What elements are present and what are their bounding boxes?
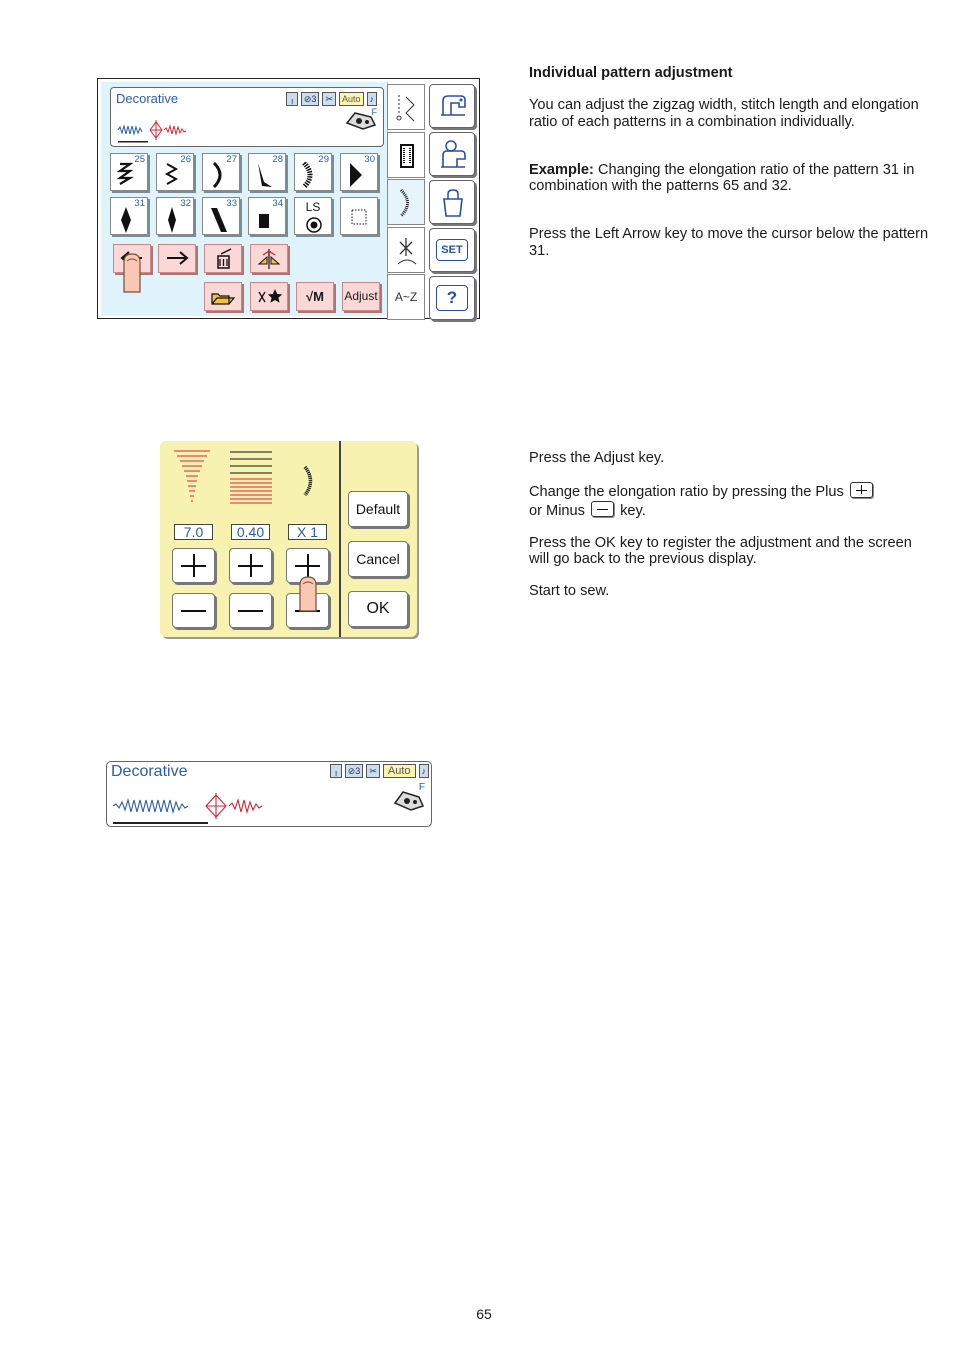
sewing-machine-icon bbox=[437, 91, 469, 121]
step-ok: Press the OK key to register the adjustment and the screen will go back to the previous display. bbox=[529, 534, 912, 568]
width-minus-button[interactable] bbox=[172, 593, 215, 628]
pattern-26-icon bbox=[162, 162, 182, 186]
pointing-finger-icon bbox=[120, 252, 144, 294]
tab-decorative[interactable] bbox=[387, 179, 425, 225]
presser-foot-icon bbox=[393, 788, 425, 812]
default-button[interactable]: Default bbox=[348, 491, 408, 527]
status-icons bbox=[286, 92, 377, 106]
tab-buttonhole[interactable] bbox=[387, 132, 425, 178]
locking-stitch-key[interactable]: LS bbox=[294, 197, 332, 235]
help-label: ? bbox=[436, 285, 468, 311]
pattern-key-34[interactable]: 34 bbox=[248, 197, 286, 235]
decorative-stitch-icon bbox=[394, 186, 420, 220]
zigzag-width-icon bbox=[172, 449, 212, 507]
stitch-length-icon bbox=[229, 449, 273, 507]
mirror-key[interactable] bbox=[250, 244, 288, 273]
machine-setting-icon bbox=[437, 139, 469, 171]
elongation-icon bbox=[300, 465, 320, 497]
twin-needle-icon: ⊘3 bbox=[345, 764, 364, 778]
open-file-key[interactable] bbox=[204, 282, 242, 311]
pattern-key-30[interactable]: 30 bbox=[340, 153, 378, 191]
instructions-bottom bbox=[529, 450, 929, 600]
section-heading: Individual pattern adjustment bbox=[529, 65, 733, 81]
step-left-arrow: Press the Left Arrow key to move the cursor below the pattern 31. bbox=[529, 226, 929, 259]
length-minus-button[interactable] bbox=[229, 593, 272, 628]
minus-icon bbox=[238, 610, 263, 612]
auto-lock-indicator: Auto bbox=[339, 92, 364, 106]
needle-icon: ╷ bbox=[330, 764, 341, 778]
machine-settings-key[interactable] bbox=[429, 132, 475, 176]
stitch-preview bbox=[111, 790, 281, 826]
pattern-28-icon bbox=[254, 162, 276, 188]
memory-check-key[interactable]: √M bbox=[296, 282, 334, 311]
dotted-frame-icon bbox=[350, 208, 368, 226]
pointing-finger-icon bbox=[297, 575, 319, 613]
help-key[interactable] bbox=[429, 276, 475, 320]
locking-stitch-icon bbox=[305, 216, 323, 234]
foot-label: F bbox=[371, 107, 377, 117]
bag-icon bbox=[437, 187, 469, 219]
pattern-32-icon bbox=[162, 206, 182, 234]
minus-key-icon bbox=[591, 501, 614, 517]
twin-needle-icon: ⊘3 bbox=[301, 92, 320, 106]
buttonhole-icon bbox=[394, 139, 420, 173]
stitch-star-icon bbox=[255, 286, 285, 308]
page-number: 65 bbox=[476, 1306, 492, 1322]
status-display bbox=[110, 87, 384, 147]
auto-lock-indicator: Auto bbox=[383, 764, 416, 778]
machine-key[interactable] bbox=[429, 84, 475, 128]
presser-foot-icon bbox=[345, 109, 377, 131]
panel-divider bbox=[339, 441, 341, 637]
sound-icon: ♪ bbox=[419, 764, 430, 778]
tab-utility[interactable] bbox=[387, 84, 425, 130]
thread-cutter-icon: ✂ bbox=[366, 764, 380, 778]
utility-stitch-icon bbox=[394, 91, 420, 125]
set-key[interactable] bbox=[429, 228, 475, 272]
delete-key[interactable] bbox=[204, 244, 242, 273]
needle-icon: ╷ bbox=[286, 92, 297, 106]
pattern-key-29[interactable]: 29 bbox=[294, 153, 332, 191]
pattern-selection-screen bbox=[97, 78, 480, 319]
trash-icon bbox=[209, 248, 237, 270]
applique-icon bbox=[394, 234, 420, 268]
stitch-preview bbox=[116, 118, 216, 144]
pattern-31-icon bbox=[116, 206, 136, 234]
right-arrow-icon bbox=[163, 248, 191, 268]
bag-key[interactable] bbox=[429, 180, 475, 224]
set-label: SET bbox=[436, 239, 468, 261]
pattern-key-33[interactable]: 33 bbox=[202, 197, 240, 235]
function-keys bbox=[429, 82, 478, 316]
ok-button[interactable]: OK bbox=[348, 591, 408, 627]
length-plus-button[interactable] bbox=[229, 548, 272, 583]
pattern-27-icon bbox=[208, 162, 228, 188]
adjustment-screen bbox=[160, 441, 417, 637]
pattern-key-28[interactable]: 28 bbox=[248, 153, 286, 191]
foot-label: F bbox=[418, 782, 425, 793]
pattern-key-25[interactable]: 25 bbox=[110, 153, 148, 191]
pattern-30-icon bbox=[346, 162, 366, 188]
tab-applique[interactable] bbox=[387, 227, 425, 273]
pattern-select-key[interactable] bbox=[250, 282, 288, 311]
instructions-top bbox=[529, 65, 929, 259]
mode-label: Decorative bbox=[116, 91, 179, 106]
pattern-key-31[interactable]: 31 bbox=[110, 197, 148, 235]
pattern-key-27[interactable]: 27 bbox=[202, 153, 240, 191]
pattern-25-icon bbox=[116, 162, 136, 186]
category-tabs bbox=[387, 82, 427, 316]
open-folder-icon bbox=[209, 286, 237, 308]
plus-key-icon bbox=[850, 482, 873, 498]
width-value: 7.0 bbox=[174, 524, 213, 540]
intro-paragraph: You can adjust the zigzag width, stitch length and elongation ratio of each patterns in a combination individually. bbox=[529, 97, 919, 130]
pattern-33-icon bbox=[208, 206, 230, 234]
tab-alphabet[interactable]: A~Z bbox=[387, 274, 425, 320]
adjust-key[interactable]: Adjust bbox=[342, 282, 380, 311]
step-adjust: Press the Adjust key. bbox=[529, 450, 665, 466]
thread-cutter-icon: ✂ bbox=[322, 92, 336, 106]
step-plus-minus: Change the elongation ratio by pressing the Plus or Minus key. bbox=[529, 482, 929, 519]
example-paragraph: Example: Changing the elongation ratio of the pattern 31 in combination with the patterns 65 and 32. bbox=[529, 161, 915, 195]
width-plus-button[interactable] bbox=[172, 548, 215, 583]
dotted-frame-key[interactable] bbox=[340, 197, 378, 235]
pattern-29-icon bbox=[300, 162, 320, 188]
cancel-button[interactable]: Cancel bbox=[348, 541, 408, 577]
status-icons bbox=[330, 764, 429, 778]
result-status-display bbox=[106, 761, 432, 827]
pattern-34-icon bbox=[254, 206, 274, 234]
pattern-key-32[interactable]: 32 bbox=[156, 197, 194, 235]
pattern-panel bbox=[101, 82, 388, 316]
mode-label: Decorative bbox=[111, 763, 188, 780]
step-sew: Start to sew. bbox=[529, 583, 610, 600]
sound-icon: ♪ bbox=[367, 92, 378, 106]
right-arrow-key[interactable] bbox=[158, 244, 196, 273]
pattern-key-26[interactable]: 26 bbox=[156, 153, 194, 191]
minus-icon bbox=[181, 610, 206, 612]
length-value: 0.40 bbox=[231, 524, 270, 540]
mirror-image-icon bbox=[255, 248, 283, 270]
elongation-value: X 1 bbox=[288, 524, 327, 540]
